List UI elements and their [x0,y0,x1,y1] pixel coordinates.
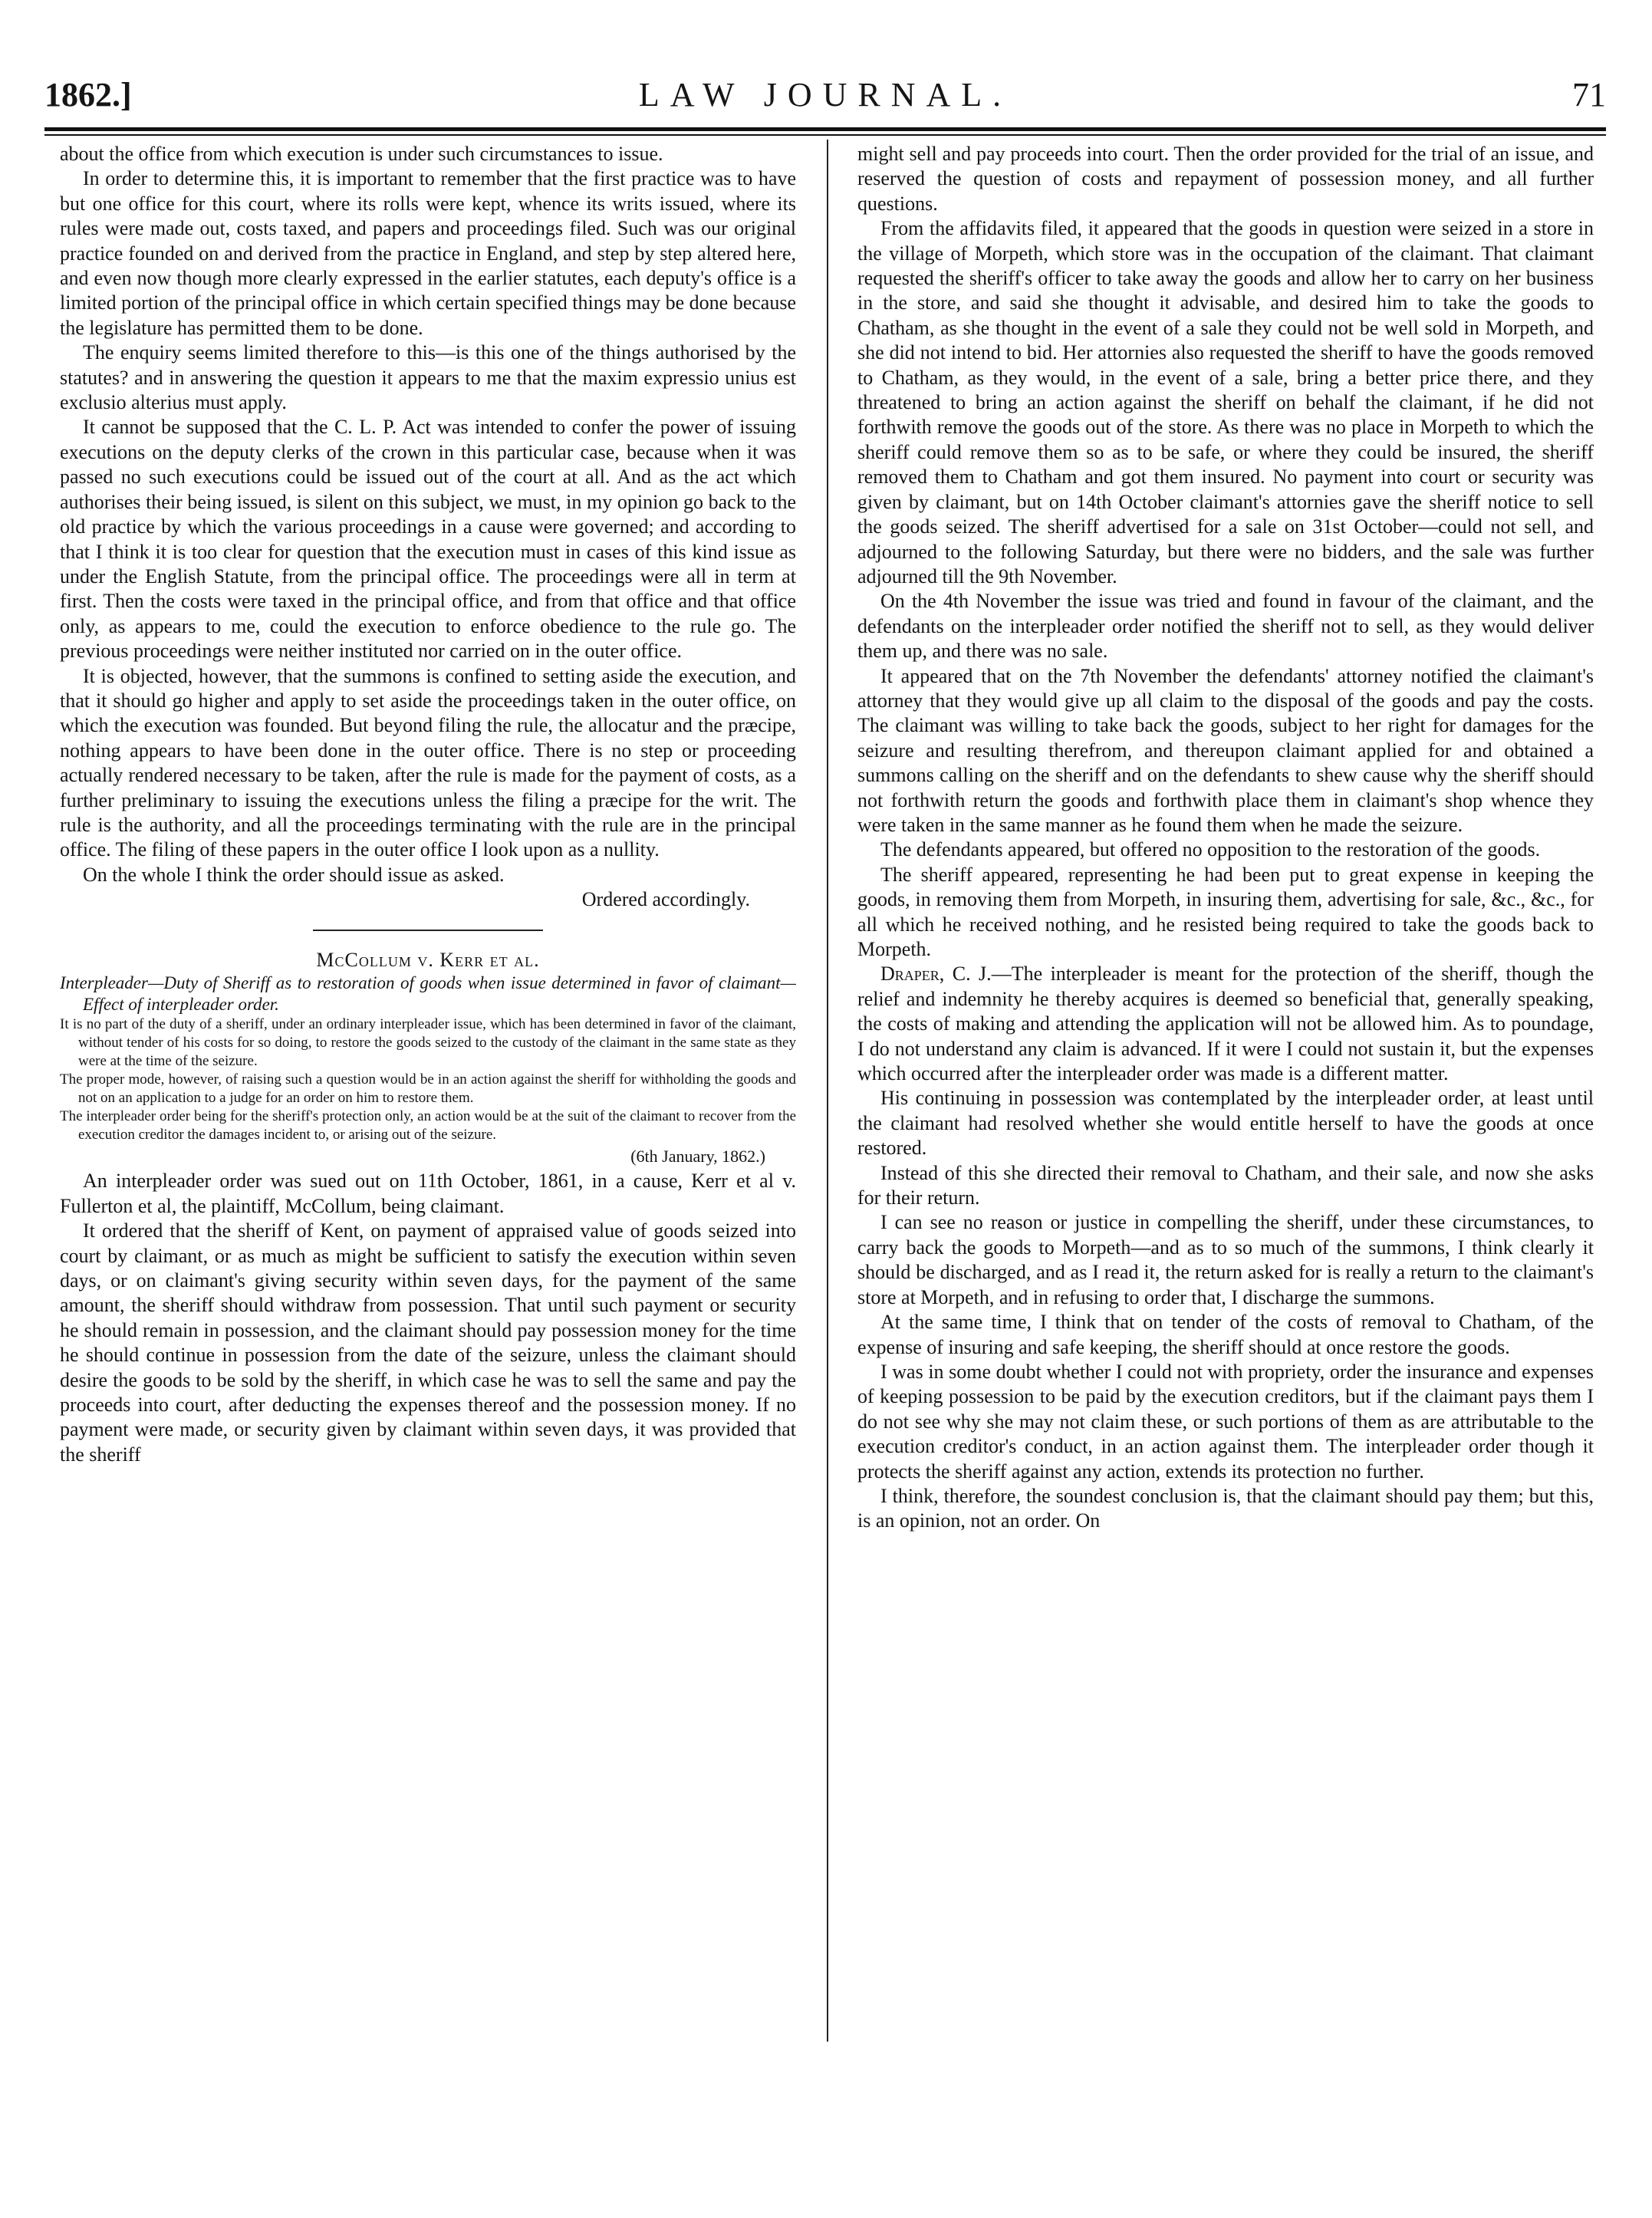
paragraph: On the whole I think the order should issue as asked. [83,863,505,886]
paragraph: From the affidavits filed, it appeared that the goods in question were seized in a store in the village of Morpeth, which store was in the occupation of the claimant. That claimant requested the sheriff's officer to take away the goods and allow her to carry on her business in the store, and said she thought it advisable, and desired him to take the goods to Chatham, as she thought in the event of a sale they could not be well sold in Morpeth, and she did not intend to bid. Her attornies also requested the sheriff to have the goods removed to Chatham, as they would, in the event of a sale, bring a better price there, and they threatened to bring an action against the sheriff on behalf the claimant, if he did not forthwith remove the goods out of the store. As there was no place in Morpeth to which the sheriff could remove them so as to be safe, or where they could be insured, the sheriff removed them to Chatham and got them insured. No payment into court or security was given by claimant, but on 14th October claimant's attornies gave the sheriff notice to sell the goods seized. The sheriff advertised for a sale on 31st October—could not sell, and adjourned to the following Saturday, but there were no bidders, and the sale was further adjourned till the 9th November. [857,217,1594,587]
case-headnote: Interpleader—Duty of Sheriff as to restoration of goods when issue determined in favor of claimant—Effect of interpleader order. [60,973,796,1014]
paragraph: about the office from which execution is under such circumstances to issue. [60,143,663,165]
paragraph: The sheriff appeared, representing he had been put to great expense in keeping the goods, in removing them from Morpeth, in insuring them, advertising for sale, &c., &c., for all which he received nothing, and he resisted being required to take the goods back to Morpeth. [857,863,1594,960]
paragraph: Instead of this she directed their removal to Chatham, and their sale, and now she asks for their return. [857,1161,1594,1209]
paragraph: It is objected, however, that the summons is confined to setting aside the execution, and that it should go higher and apply to set aside the proceedings taken in the outer office, on which the execution was founded. But beyond filing the rule, the allocatur and the præcipe, nothing appears to have been done in the outer office. There is no step or proceeding actually rendered necessary to be taken, after the rule is made for the payment of costs, as a further preliminary to issuing the executions unless the filing a præcipe for the writ. The rule is the authority, and all the proceedings terminating with the rule are in the principal office. The filing of these papers in the outer office I look upon as a nullity. [60,664,796,861]
running-head [44,75,1606,121]
judge-name: Draper, C. J. [880,963,992,986]
judgment-paragraph [857,962,1594,1086]
header-rule-thin [44,134,1606,136]
paragraph: I can see no reason or justice in compelling the sheriff, under these circumstances, to carry back the goods to Morpeth—and as to so much of the summons, I think clearly it should be discharged, and as I read it, the return asked for is really a return to the claimant's store at Morpeth, and in refusing to order that, I discharge the summons. [857,1211,1594,1308]
paragraph: The defendants appeared, but offered no opposition to the restoration of the goods. [880,838,1541,861]
header-rule-thick [44,127,1606,131]
left-column [60,142,796,2044]
paragraph: I think, therefore, the soundest conclusion is, that the claimant should pay them; but this, is an opinion, not an order. On [857,1484,1594,1532]
page-number: 71 [1572,76,1606,114]
paragraph: It ordered that the sheriff of Kent, on payment of appraised value of goods seized into court by claimant, or as much as might be sufficient to satisfy the execution within seven days, or on claimant's giving security within seven days, for the payment of the same amount, the sheriff should withdraw from possession. That until such payment or security he should remain in possession, and the claimant should pay possession money for the time he should continue in possession from the date of the seizure, unless the claimant should desire the goods to be sold by the sheriff, in which case he was to sell the same and pay the proceeds into court, after deducting the expenses thereof and the possession money. If no payment were made, or security given by claimant within seven days, it was provided that the sheriff [60,1219,796,1466]
case-separator-rule [313,930,543,931]
ordered-accordingly: Ordered accordingly. [581,888,750,911]
holding-note: The interpleader order being for the sheriff's protection only, an action would be at the suit of the claimant to recover from the execution creditor the damages incident to, or arising out of the seizure. [60,1108,796,1143]
paragraph: In order to determine this, it is important to remember that the first practice was to have but one office for this court, where its rolls were kept, whence its writs issued, where its rules were made out, costs taxed, and papers and proceedings filed. Such was our original practice founded on and derived from the practice in England, and step by step altered here, and even now though more clearly expressed in the earlier statutes, each deputy's office is a limited portion of the principal office in which certain specified things may be done because the legislature has permitted them to be done. [60,167,796,339]
paragraph: The enquiry seems limited therefore to this—is this one of the things authorised by the statutes? and in answering the question it appears to me that the maxim expressio unius est exclusio alterius must apply. [60,341,796,414]
column-divider [827,140,828,2042]
paragraph: At the same time, I think that on tender of the costs of removal to Chatham, of the expense of insuring and safe keeping, the sheriff should at once restore the goods. [857,1311,1594,1358]
right-column [857,142,1594,2044]
paragraph: An interpleader order was sued out on 11th October, 1861, in a cause, Kerr et al v. Fullerton et al, the plaintiff, McCollum, being claimant. [60,1170,796,1217]
judgment-text: —The interpleader is meant for the protection of the sheriff, though the relief and indemnity he thereby acquires is deemed so beneficial that, generally speaking, the costs of making and attending the application will not be allowed him. As to poundage, I do not understand any claim is advanced. If it were I could not sustain it, but the expenses which occurred after the interpleader order was made is a different matter. [857,963,1594,1085]
paragraph: I was in some doubt whether I could not with propriety, order the insurance and expenses of keeping possession to be paid by the execution creditors, but if the claimant pays them I do not see why she may not claim these, or such portions of them as are attributable to the execution creditor's conduct, in an action against them. The interpleader order though it protects the sheriff against any action, extends its protection no further. [857,1360,1594,1483]
header-year: 1862.] [44,76,132,114]
paragraph: might sell and pay proceeds into court. Then the order provided for the trial of an issue, and reserved the question of costs and repayment of possession money, and all further questions. [857,143,1594,215]
paragraph: It appeared that on the 7th November the defendants' attorney notified the claimant's attorney that they would give up all claim to the disposal of the goods and pay the costs. The claimant was willing to take back the goods, subject to her right for damages for the seizure and resulting therefrom, and thereupon claimant applied for and obtained a summons calling on the sheriff and on the defendants to shew cause why the sheriff should not forthwith return the goods and forthwith place them in claimant's shop whence they were taken in the same manner as he found them when he made the seizure. [857,664,1594,836]
paragraph: It cannot be supposed that the C. L. P. Act was intended to confer the power of issuing executions on the deputy clerks of the crown in this particular case, because when it was passed no such executions could be issued out of the court at all. And as the act which authorises their being issued, is silent on this subject, we must, in my opinion go back to the old practice by which the various proceedings in a cause were governed; and according to that I think it is too clear for question that the execution must in cases of this kind issue as under the English Statute, from the principal office. The proceedings were all in term at first. Then the costs were taxed in the principal office, and from that office and that office only, as appears to me, could the execution to enforce obedience to the rule go. The previous proceedings were neither instituted nor carried on in the outer office. [60,416,796,663]
journal-title: LAW JOURNAL. [638,76,1012,114]
holding-note: It is no part of the duty of a sheriff, under an ordinary interpleader issue, which has been determined in favor of the claimant, without tender of his costs for so doing, to restore the goods seized to the custody of the claimant in the same state as they were at the time of the seizure. [60,1016,796,1069]
paragraph: On the 4th November the issue was tried and found in favour of the claimant, and the defendants on the interpleader order notified the sheriff not to sell, as they would deliver them up, and there was no sale. [857,590,1594,663]
holding-note: The proper mode, however, of raising such a question would be in an action against the sheriff for withholding the goods and not on an application to a judge for an order on him to restore them. [60,1071,796,1106]
case-title: McCollum v. Kerr et al. [316,948,540,971]
paragraph: His continuing in possession was contemplated by the interpleader order, at least until the claimant had resolved whether she would entitle herself to have the goods at once restored. [857,1087,1594,1160]
decision-date: (6th January, 1862.) [630,1147,765,1166]
